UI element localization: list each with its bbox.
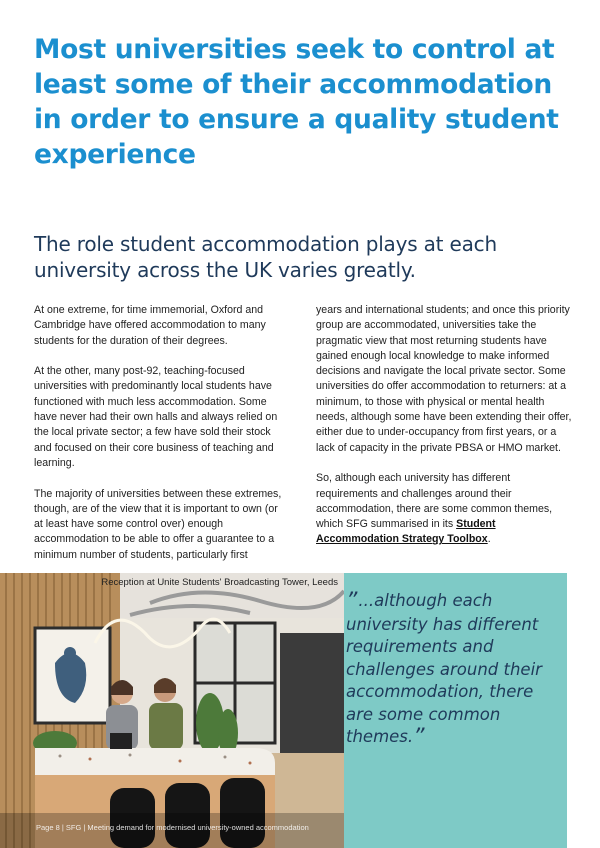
quote-body: ...although each university has different requirements and challenges around their accommodation, there are some common themes. — [346, 591, 542, 746]
right-column — [316, 303, 572, 563]
right-paragraph-2-end: . — [487, 533, 491, 546]
quote-open-mark: ” — [346, 589, 358, 614]
quote-close-mark: ” — [413, 725, 425, 750]
pull-quote — [346, 590, 546, 750]
right-paragraph-1: years and international students; and once this priority group are accommodated, universities take the pragmatic view that most returning students have gained enough local knowledge to make informed decisions and navigate the local private sector. Some universities do offer accommodation to returners: at a minimum, to those with physical or mental health needs, although some have been extending their offer, either due to under-occupancy from first years, or a lack of capacity in the private PBSA or HMO market. — [316, 304, 572, 454]
photo-caption: Reception at Unite Students' Broadcasting Tower, Leeds — [101, 577, 338, 588]
left-paragraph-2: At the other, many post-92, teaching-focused universities with predominantly local students have functioned with much less accommodation. Some have never had their own halls and always relied on the local private sector; a few have sold their stock and focused on their core business of teaching and learning. — [34, 365, 278, 469]
right-paragraph-2-text: So, although each university has different requirements and challenges around their accommodation, there are some common themes, which SFG summarised in its — [316, 472, 553, 531]
left-paragraph-3: The majority of universities between these extremes, though, are of the view that it is important to own (or at least have some control over) enough accommodation to be able to offer a guarantee to a minimum number of students, particularly first — [34, 487, 282, 561]
left-column — [34, 303, 286, 578]
framed-artwork — [35, 628, 110, 723]
reception-photo — [0, 573, 344, 848]
reception-illustration — [0, 573, 344, 848]
toolbox-link[interactable]: Student Accommodation Strategy Toolbox — [316, 518, 496, 546]
right-paragraph-2 — [316, 471, 572, 547]
page-footer: Page 8 | SFG | Meeting demand for modernised university-owned accommodation — [36, 823, 309, 832]
subheadline: The role student accommodation plays at each university across the UK varies greatly. — [34, 232, 497, 282]
left-paragraph-1: At one extreme, for time immemorial, Oxford and Cambridge have offered accommodation to many students for the duration of their degrees. — [34, 304, 266, 347]
headline: Most universities seek to control at least some of their accommodation in order to ensure a quality student experience — [34, 34, 559, 170]
dark-cabinet — [280, 633, 344, 753]
